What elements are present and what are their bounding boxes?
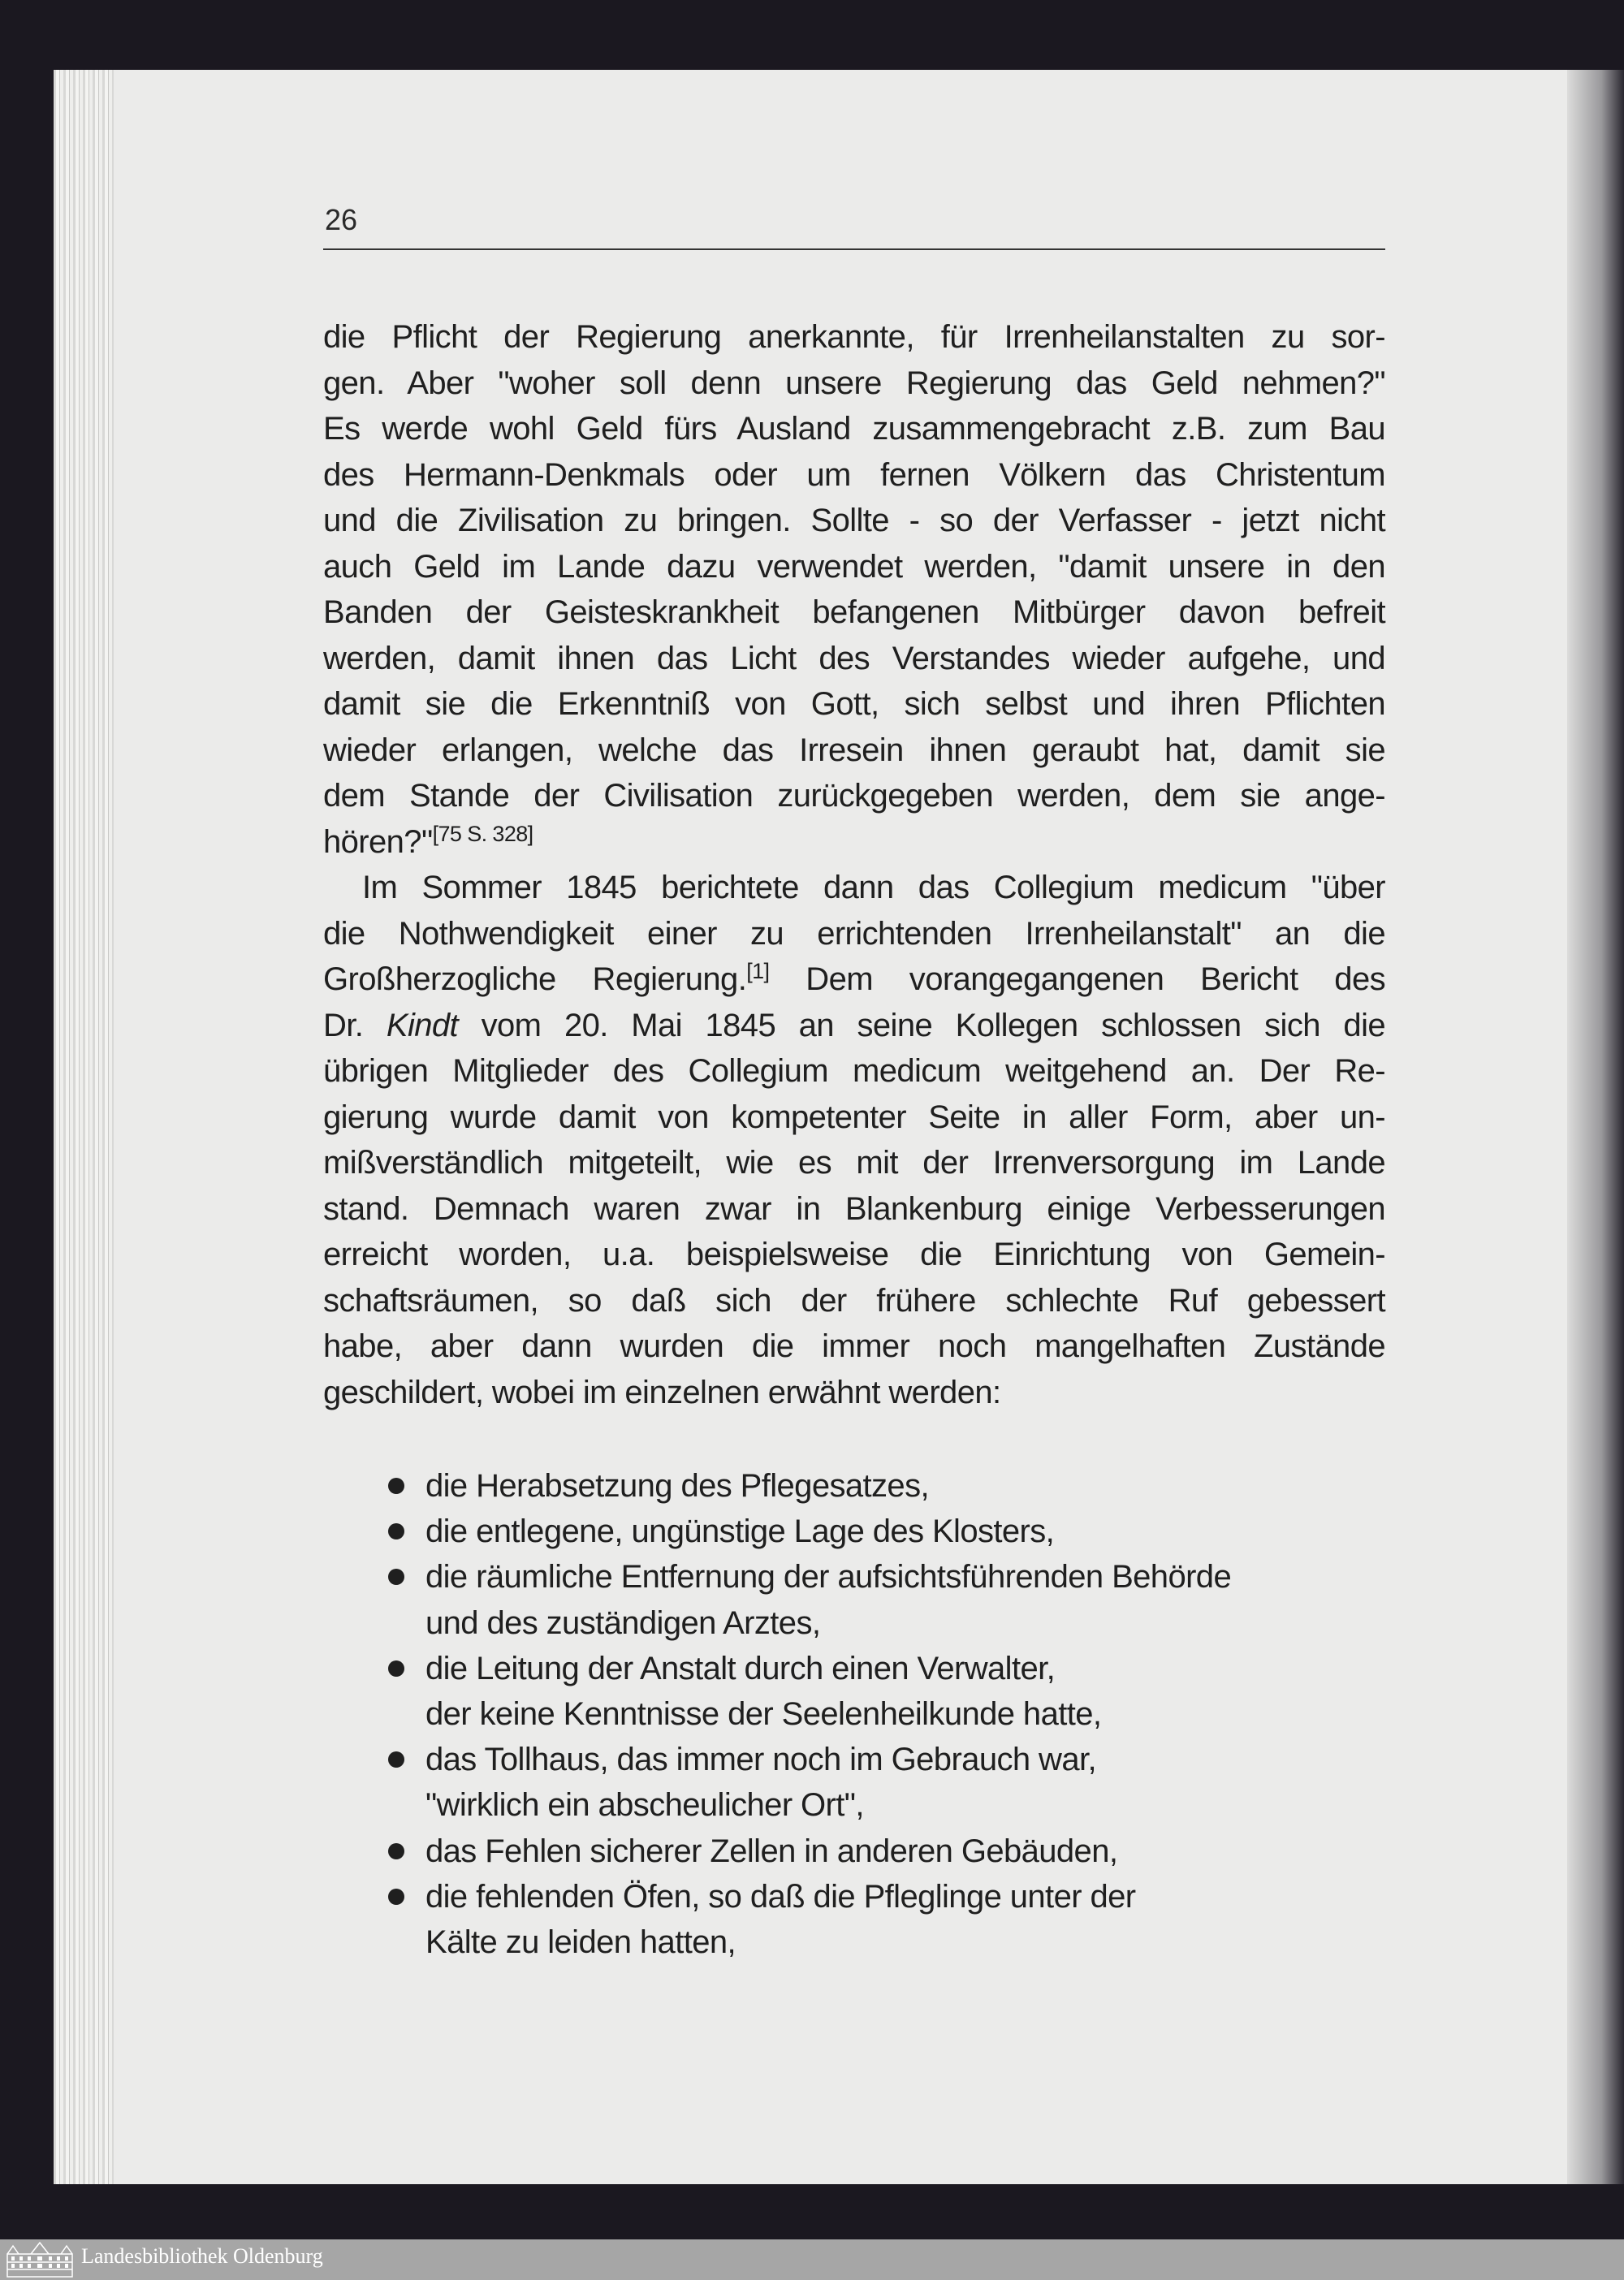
bullet-item-line	[382, 1646, 1275, 1691]
text-line	[323, 1186, 1385, 1233]
text-line	[323, 681, 1385, 728]
bullet-text: Kälte zu leiden hatten,	[425, 1924, 736, 1960]
text-line	[323, 956, 1385, 1003]
footnote-reference: [1]	[746, 959, 770, 983]
header-rule	[323, 248, 1385, 250]
bullet-text: die räumliche Entfernung der aufsichtsführenden Behörde	[425, 1559, 1232, 1596]
text-line	[323, 911, 1385, 957]
text-segment: gierung wurde damit von kompetenter Seite in aller Form, aber un-	[323, 1099, 1385, 1135]
bullet-text: und des zuständigen Arztes,	[425, 1604, 821, 1641]
bullet-item-line	[382, 1737, 1275, 1782]
text-segment: die Nothwendigkeit einer zu errichtenden Irrenheilanstalt" an die	[323, 915, 1385, 952]
footnote-reference: [75 S. 328]	[432, 821, 533, 846]
text-segment: Es werde wohl Geld fürs Ausland zusammengebracht z.B. zum Bau	[323, 411, 1385, 447]
page-number: 26	[325, 203, 358, 236]
text-segment: des Hermann-Denkmals oder um fernen Völkern das Christentum	[323, 456, 1385, 493]
text-line	[323, 1324, 1385, 1370]
bullet-text: der keine Kenntnisse der Seelenheilkunde hatte,	[425, 1695, 1102, 1732]
text-line	[323, 1232, 1385, 1278]
text-segment: Dem vorangegangenen Bericht des	[769, 961, 1385, 997]
text-line	[323, 636, 1385, 682]
bullet-item-line	[382, 1874, 1275, 1919]
text-segment: werden, damit ihnen das Licht des Verstandes wieder aufgehe, und	[323, 640, 1385, 676]
text-line	[323, 589, 1385, 636]
page-edges	[54, 70, 114, 2184]
text-line	[323, 1370, 1385, 1416]
text-line	[323, 773, 1385, 819]
text-segment: übrigen Mitglieder des Collegium medicum weitgehend an. Der Re-	[323, 1053, 1385, 1089]
text-segment: geschildert, wobei im einzelnen erwähnt werden:	[323, 1374, 1001, 1410]
bullet-list	[382, 1463, 1275, 1965]
bullet-text: das Tollhaus, das immer noch im Gebrauch war,	[425, 1742, 1096, 1778]
bullet-text: die fehlenden Öfen, so daß die Pfleglinge unter der	[425, 1878, 1136, 1915]
text-line	[323, 728, 1385, 774]
bullet-icon	[388, 1889, 404, 1905]
text-line	[323, 1140, 1385, 1186]
text-line	[323, 361, 1385, 407]
text-segment: hören?"	[323, 823, 433, 860]
bullet-icon	[388, 1843, 404, 1859]
text-segment: Kindt	[386, 1007, 459, 1043]
text-segment: stand. Demnach waren zwar in Blankenburg einige Verbesserungen	[323, 1190, 1385, 1227]
text-segment: und die Zivilisation zu bringen. Sollte - so der Verfasser - jetzt nicht	[323, 503, 1385, 538]
body-text	[323, 314, 1385, 1415]
text-line	[323, 314, 1385, 361]
bullet-item-line	[382, 1509, 1275, 1554]
text-segment: gen. Aber "woher soll denn unsere Regierung das Geld nehmen?"	[323, 365, 1385, 401]
text-segment: mißverständlich mitgeteilt, wie es mit der Irrenversorgung im Lande	[323, 1145, 1385, 1181]
text-line	[323, 406, 1385, 452]
bullet-item-line	[382, 1554, 1275, 1600]
text-line	[323, 1095, 1385, 1141]
bullet-item-line	[382, 1600, 1275, 1646]
text-segment: vom 20. Mai 1845 an seine Kollegen schlossen sich die	[458, 1007, 1386, 1043]
text-segment: damit sie die Erkenntniß von Gott, sich selbst und ihren Pflichten	[323, 686, 1385, 722]
text-line	[323, 452, 1385, 499]
text-segment: dem Stande der Civilisation zurückgegeben werden, dem sie ange-	[323, 778, 1385, 814]
bullet-icon	[388, 1478, 404, 1494]
text-segment: Im Sommer 1845 berichtete dann das Collegium medicum "über	[362, 870, 1385, 905]
text-line	[323, 819, 1385, 866]
bullet-item-line	[382, 1919, 1275, 1965]
bullet-text: die Leitung der Anstalt durch einen Verwalter,	[425, 1650, 1056, 1686]
bullet-text: die entlegene, ungünstige Lage des Klosters,	[425, 1514, 1055, 1550]
bullet-text: "wirklich ein abscheulicher Ort",	[425, 1787, 864, 1824]
bullet-item-line	[382, 1691, 1275, 1737]
bullet-text: das Fehlen sicherer Zellen in anderen Gebäuden,	[425, 1833, 1118, 1869]
bullet-icon	[388, 1660, 404, 1677]
bullet-item-line	[382, 1463, 1275, 1509]
book-spine	[1567, 70, 1624, 2184]
bullet-item-line	[382, 1782, 1275, 1828]
text-segment: auch Geld im Lande dazu verwendet werden, "damit unsere in den	[323, 548, 1385, 585]
text-segment: Banden der Geisteskrankheit befangenen Mitbürger davon befreit	[323, 594, 1385, 630]
text-line	[323, 1278, 1385, 1324]
text-segment: die Pflicht der Regierung anerkannte, für Irrenheilanstalten zu sor-	[323, 319, 1385, 355]
library-logo-icon	[5, 2241, 75, 2278]
library-name: Landesbibliothek Oldenburg	[81, 2244, 323, 2268]
text-line	[323, 1048, 1385, 1095]
bullet-text: die Herabsetzung des Pflegesatzes,	[425, 1468, 929, 1504]
text-line	[323, 1003, 1385, 1049]
text-segment: schaftsräumen, so daß sich der frühere schlechte Ruf gebessert	[323, 1282, 1385, 1319]
text-segment: Dr.	[323, 1007, 387, 1043]
text-line	[323, 865, 1385, 911]
text-segment: Großherzogliche Regierung.	[323, 961, 747, 997]
bullet-item-line	[382, 1829, 1275, 1874]
text-line	[323, 498, 1385, 544]
bullet-icon	[388, 1523, 404, 1539]
bullet-icon	[388, 1751, 404, 1768]
text-segment: habe, aber dann wurden die immer noch mangelhaften Zustände	[323, 1328, 1385, 1364]
text-segment: erreicht worden, u.a. beispielsweise die Einrichtung von Gemein-	[323, 1237, 1385, 1272]
bullet-icon	[388, 1569, 404, 1585]
text-segment: wieder erlangen, welche das Irresein ihnen geraubt hat, damit sie	[323, 732, 1385, 768]
text-line	[323, 544, 1385, 590]
